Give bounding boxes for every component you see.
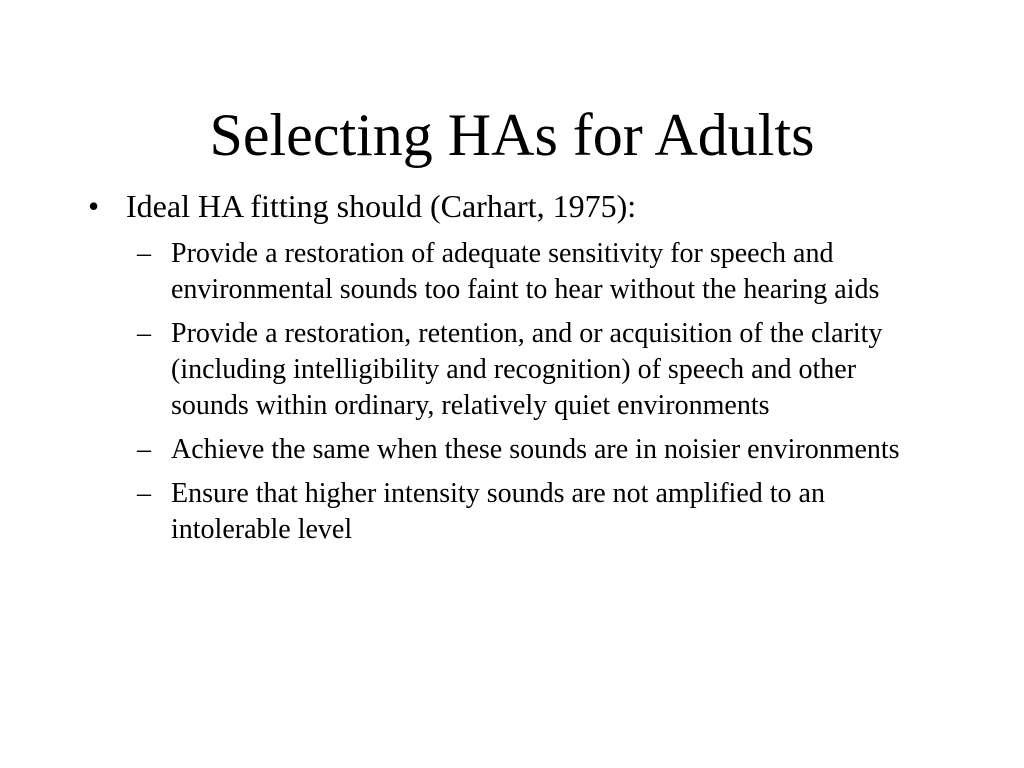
dash-marker: – [137,238,151,269]
sub-bullet-text: Provide a restoration, retention, and or acquisition of the clarity (including intelligibility and recognition) of speech and other sounds within ordinary, relatively quiet environments [171,318,883,421]
dash-marker: – [137,434,151,465]
slide-title: Selecting HAs for Adults [209,102,815,168]
dash-marker: – [137,318,151,349]
dash-marker: – [137,478,151,509]
sub-bullet-item [137,476,937,548]
sub-bullet-item [137,236,937,308]
main-bullet [88,186,968,226]
main-bullet-text: Ideal HA fitting should (Carhart, 1975): [126,188,637,224]
sub-bullet-item [137,432,937,468]
sub-bullet-list [137,236,937,556]
sub-bullet-item [137,316,937,424]
bullet-marker: • [88,188,100,224]
sub-bullet-text: Provide a restoration of adequate sensitivity for speech and environmental sounds too faint to hear without the hearing aids [171,238,880,305]
sub-bullet-text: Achieve the same when these sounds are in noisier environments [171,434,900,465]
sub-bullet-text: Ensure that higher intensity sounds are not amplified to an intolerable level [171,478,825,545]
